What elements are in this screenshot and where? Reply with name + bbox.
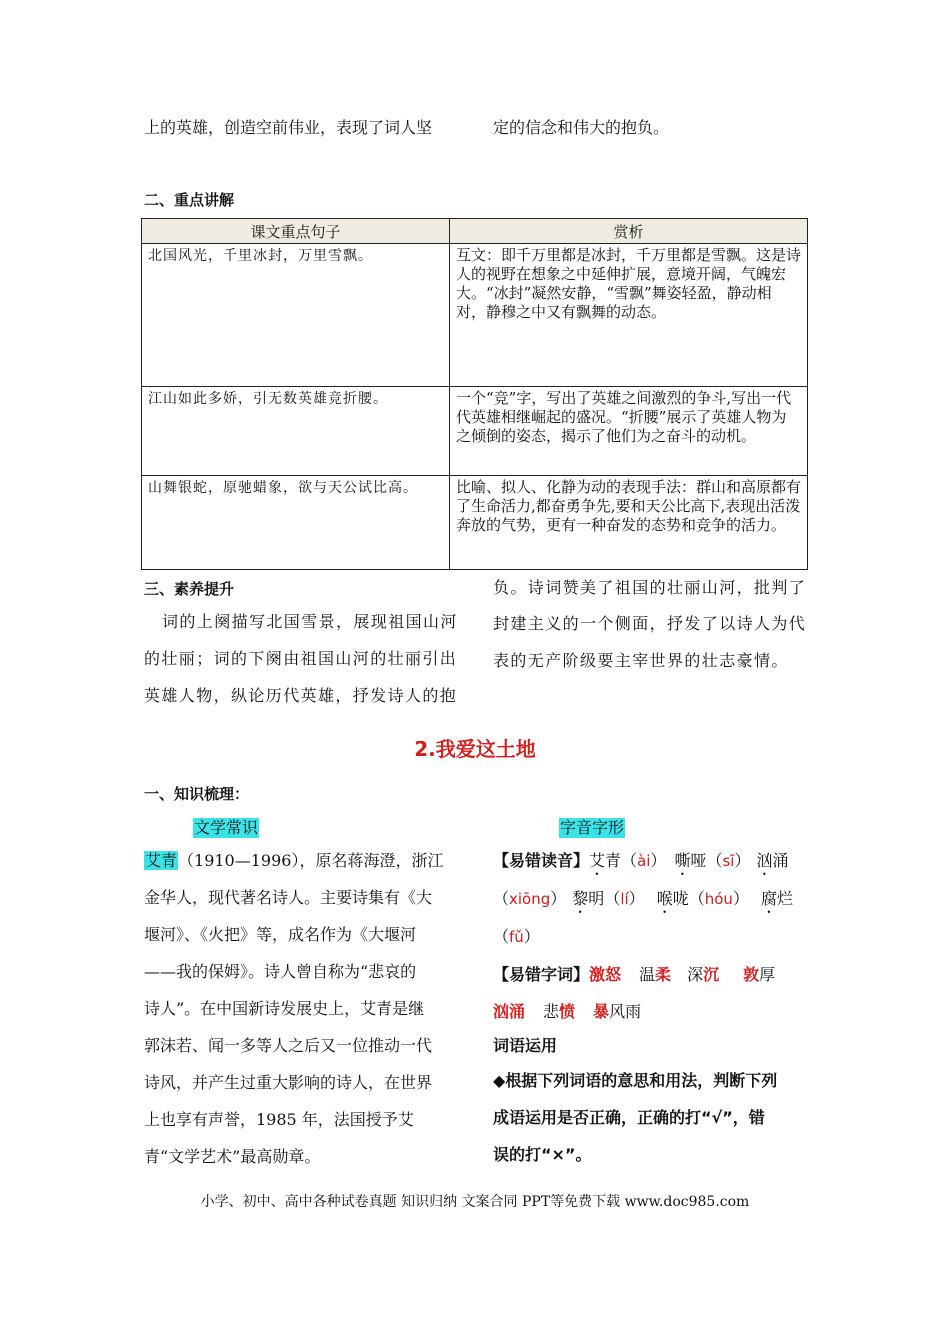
table-cell-analysis: 比喻、拟人、化静为动的表现手法：群山和高原都有了生命活力,都奋勇争先,要和天公比高下,表现出活泼奔放的气势，更有一种奋发的态势和竞争的活力。 <box>450 476 808 570</box>
section-heading-knowledge: 一、知识梳理： <box>144 785 250 803</box>
table-header-analysis: 赏析 <box>450 219 808 244</box>
intro-continuation-left: 上的英雄，创造空前伟业，表现了词人坚 <box>144 118 433 137</box>
word-item: 激怒 <box>589 965 622 984</box>
intro-continuation-right: 定的信念和伟大的抱负。 <box>493 118 670 137</box>
pronunciation-label: 【易错读音】 <box>493 851 590 870</box>
pron-item: 喉咙（hóu） <box>656 889 749 908</box>
literature-line: （1910—1996），原名蒋海澄，浙江 <box>178 851 444 870</box>
literature-line: 金华人，现代著名诗人。主要诗集有《大 <box>144 888 433 907</box>
tag-literature: 文学常识 <box>194 818 259 837</box>
literacy-right-line: 表的无产阶级要主宰世界的壮志豪情。 <box>493 651 789 670</box>
pron-item: （xiōng） <box>493 889 567 908</box>
table-row <box>142 244 808 387</box>
table-cell-sentence: 江山如此多娇，引无数英雄竞折腰。 <box>142 387 450 476</box>
table-row <box>142 476 808 570</box>
literature-line: ——我的保姆》。诗人曾自称为“悲哀的 <box>144 962 417 981</box>
word-item: 暴风雨 <box>593 1002 642 1021</box>
tag-pronunciation: 字音字形 <box>560 818 625 837</box>
literacy-left-line: 英雄人物，纵论历代英雄，抒发诗人的抱 <box>144 686 458 705</box>
pron-item: 艾青（ài） <box>589 851 667 870</box>
pron-item: 汹涌 <box>756 851 789 870</box>
word-item: 温柔 <box>639 965 672 984</box>
words-label: 【易错字词】 <box>493 965 590 984</box>
table-cell-analysis: 一个“竞”字，写出了英雄之间激烈的争斗,写出一代代英雄相继崛起的盛况。“折腰”展示了英雄人物为之倾倒的姿态，揭示了他们为之奋斗的动机。 <box>450 387 808 476</box>
lesson-title: 2.我爱这土地 <box>414 737 536 761</box>
table-row <box>142 387 808 476</box>
pronunciation-block <box>493 842 811 1173</box>
word-item: 敦厚 <box>743 965 776 984</box>
word-item: 深沉 <box>687 965 720 984</box>
usage-heading: 词语运用 <box>493 1036 558 1055</box>
key-sentence-table <box>141 218 808 570</box>
literature-line: 堰河》、《火把》等，成名作为《大堰河 <box>144 925 417 944</box>
table-header-sentence: 课文重点句子 <box>142 219 450 244</box>
literature-line: 上也享有声誉，1985 年，法国授予艾 <box>144 1110 414 1129</box>
section-heading-literacy: 三、素养提升 <box>144 580 235 598</box>
literature-line: 青“文学艺术”最高勋章。 <box>144 1147 321 1166</box>
usage-line: 成语运用是否正确，正确的打“√”，错 <box>493 1108 765 1127</box>
pron-item: 腐烂 <box>760 889 793 908</box>
pron-item: 黎明（lí） <box>572 889 645 908</box>
section-heading-key-points: 二、重点讲解 <box>144 191 235 209</box>
literature-line: 诗人”。在中国新诗发展史上，艾青是继 <box>144 999 425 1018</box>
literacy-left-line: 词的上阕描写北国雪景，展现祖国山河 <box>162 612 458 631</box>
literacy-left-line: 的壮丽；词的下阕由祖国山河的壮丽引出 <box>144 649 458 668</box>
table-cell-sentence: 北国风光，千里冰封，万里雪飘。 <box>142 244 450 387</box>
literature-line: 诗风，并产生过重大影响的诗人，在世界 <box>144 1073 433 1092</box>
poet-name: 艾青 <box>145 851 178 870</box>
literacy-right-line: 封建主义的一个侧面，抒发了以诗人为代 <box>493 614 807 633</box>
word-item: 悲愤 <box>543 1002 576 1021</box>
usage-line: ◆根据下列词语的意思和用法，判断下列 <box>493 1071 778 1090</box>
page-footer: 小学、初中、高中各种试卷真题 知识归纳 文案合同 PPT等免费下载 www.doc985.com <box>200 1194 750 1210</box>
literature-line: 郭沫若、闻一多等人之后又一位推动一代 <box>144 1036 433 1055</box>
table-header-row <box>142 219 808 244</box>
literacy-right-line: 负。诗词赞美了祖国的壮丽山河，批判了 <box>493 578 807 597</box>
pron-item: （fǔ） <box>493 927 540 946</box>
usage-line: 误的打“×”。 <box>493 1145 592 1164</box>
word-item: 汹涌 <box>493 1002 526 1021</box>
pron-item: 嘶哑（sī） <box>674 851 751 870</box>
literature-paragraph <box>144 842 459 1175</box>
table-cell-sentence: 山舞银蛇，原驰蜡象，欲与天公试比高。 <box>142 476 450 570</box>
table-cell-analysis: 互文：即千万里都是冰封，千万里都是雪飘。这是诗人的视野在想象之中延伸扩展，意境开阔，气魄宏大。“冰封”凝然安静，“雪飘”舞姿轻盈，静动相对，静穆之中又有飘舞的动态。 <box>450 244 808 387</box>
